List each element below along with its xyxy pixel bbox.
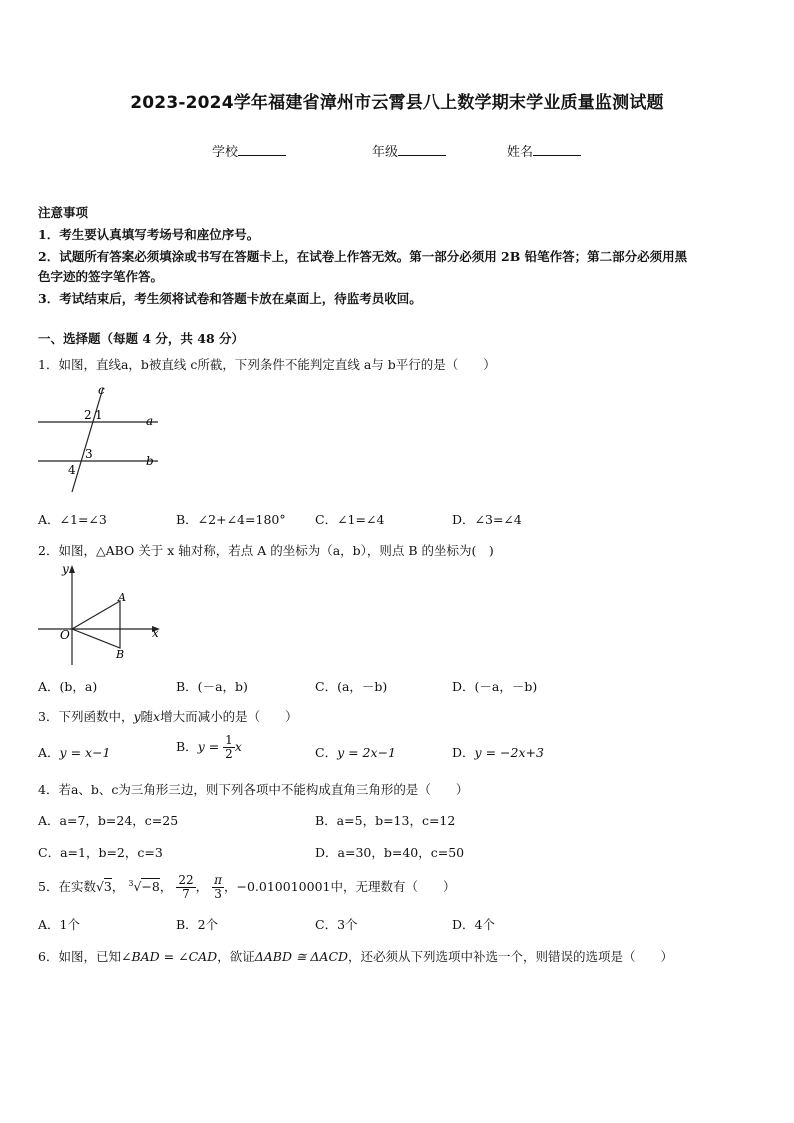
q4-stem: 4．若a、b、c为三角形三边，则下列各项中不能构成直角三角形的是（ ） [38,782,469,797]
label-b: b [146,454,154,468]
q4-option-c: C．a=1，b=2，c=3 [38,845,163,860]
label-4: 4 [68,463,76,477]
q6-stem: 6．如图，已知∠BAD = ∠CAD，欲证ΔABD ≅ ΔACD，还必须从下列选项中补选一个，则错误的选项是（ ） [38,949,674,964]
q3-option-d: D．y = −2x+3 [452,745,544,760]
page-title: 2023-2024学年福建省漳州市云霄县八上数学期末学业质量监测试题 [130,93,664,113]
notice-item: 2．试题所有答案必须填涂或书写在答题卡上，在试卷上作答无效。第一部分必须用 2B 铅笔作答；第二部分必须用黑 [38,249,688,264]
q4-option-a: A．a=7，b=24，c=25 [38,813,179,828]
q3-stem: 3．下列函数中，y随x增大而减小的是（ ） [38,709,298,724]
grade-field [372,141,446,160]
school-blank [238,143,286,156]
notice-item: 1．考生要认真填写考场号和座位序号。 [38,227,260,242]
q2-option-d: D．(－a，－b) [452,679,538,694]
sqrt-symbol: √ [95,879,104,895]
q1-option-a: A．∠1=∠3 [38,512,107,527]
q2-option-c: C．(a，－b) [315,679,388,694]
q4-option-d: D．a=30，b=40，c=50 [315,845,465,860]
q2-stem: 2．如图，△ABO 关于 x 轴对称，若点 A 的坐标为（a，b），则点 B 的坐标为( ) [38,543,494,558]
q1-option-b: B．∠2+∠4=180° [176,512,286,527]
q5-option-b: B．2个 [176,917,219,932]
name-blank [533,143,581,156]
grade-blank [398,143,446,156]
notice-item: 色字迹的签字笔作答。 [38,269,164,284]
grade-label: 年级 [372,145,399,160]
school-field [212,141,286,160]
name-label: 姓名 [507,145,534,160]
school-label: 学校 [212,145,239,160]
label-2: 2 [84,408,92,422]
q3-option-a: A．y = x−1 [38,745,111,760]
q2-figure [36,561,166,669]
q3-option-c: C．y = 2x−1 [315,745,396,760]
q5-stem: 5．在实数√3， $^3$√−8， $\frac{22}{7}$ ， $\frac{\pi}{3}$ ，−0.010010001中，无理数有（ ） [38,873,456,902]
notice-heading: 注意事项 [38,205,89,220]
point-b-label: B [116,648,125,661]
q1-stem: 1．如图，直线a，b被直线 c所截，下列条件不能判定直线 a与 b平行的是（ ） [38,357,496,372]
axis-x-label: x [152,626,159,640]
name-field [507,141,581,160]
label-c: c [98,383,105,397]
q4-option-b: B．a=5，b=13，c=12 [315,813,456,828]
q5-option-c: C．3个 [315,917,358,932]
q5-option-a: A．1个 [38,917,80,932]
label-1: 1 [95,408,103,422]
q1-option-d: D．∠3=∠4 [452,512,522,527]
label-a: a [146,414,154,428]
origin-label: O [60,628,70,642]
section-heading: 一、选择题（每题 4 分，共 48 分） [38,331,245,346]
q2-option-b: B．(－a，b) [176,679,248,694]
axis-y-label: y [62,562,69,576]
q1-figure [36,380,160,496]
notice-item: 3．考试结束后，考生须将试卷和答题卡放在桌面上，待监考员收回。 [38,291,422,306]
q2-option-a: A．(b，a) [38,679,98,694]
q5-option-d: D．4个 [452,917,495,932]
label-3: 3 [85,447,93,461]
q3-option-b: B．y = $\frac{1}{2}$ x [176,733,242,761]
point-a-label: A [118,591,126,604]
q1-option-c: C．∠1=∠4 [315,512,385,527]
